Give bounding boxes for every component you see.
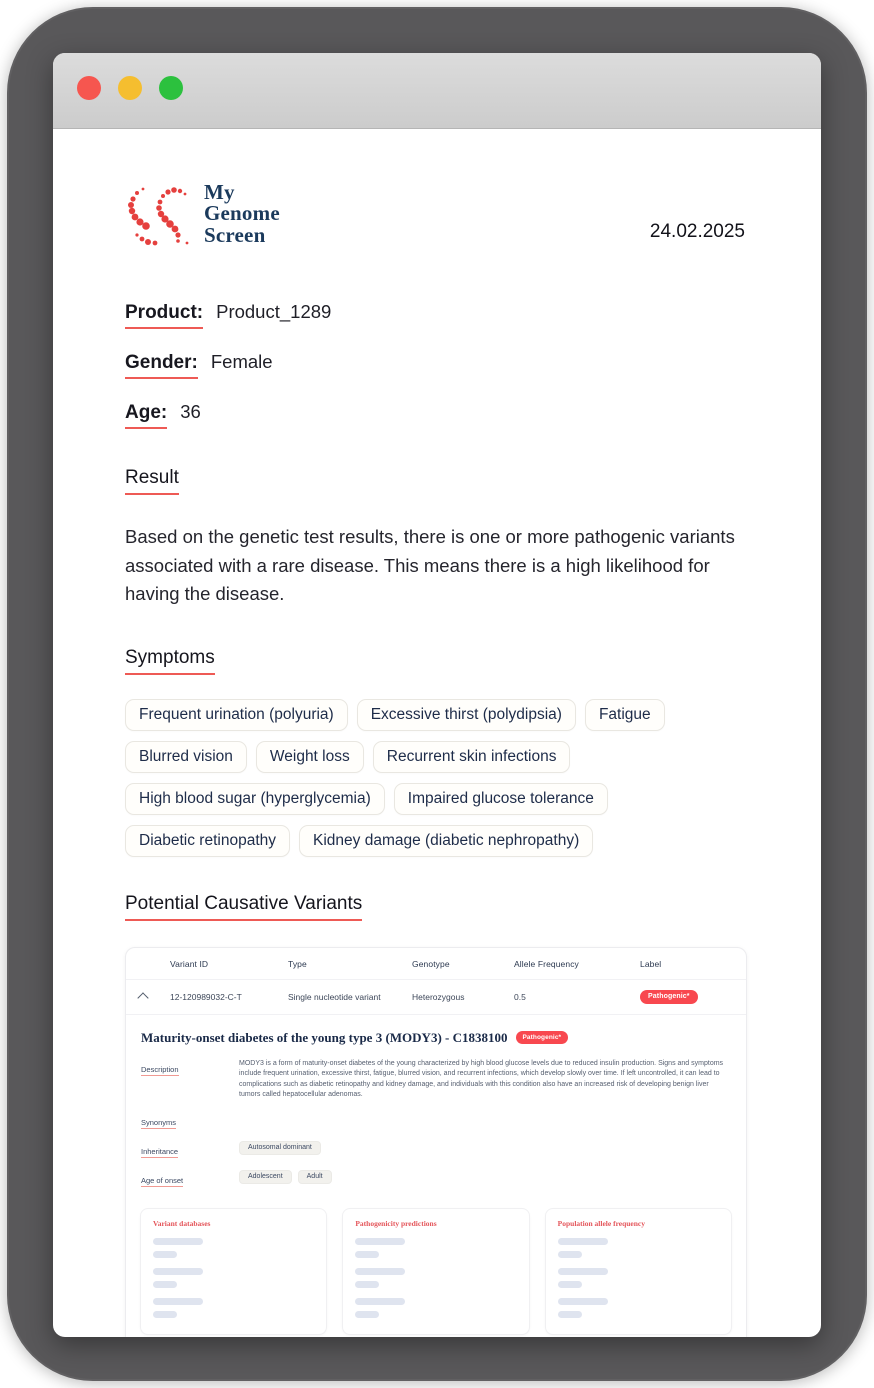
minimize-button[interactable] [118,76,142,100]
variants-table-header [126,948,746,980]
result-section-heading: Result [125,467,745,495]
symptom-chip: Blurred vision [125,741,247,773]
traffic-lights [77,76,183,100]
skeleton-placeholder [153,1238,314,1318]
skeleton-placeholder [558,1238,719,1318]
symptom-chip: Frequent urination (polyuria) [125,699,348,731]
disease-title: Maturity-onset diabetes of the young type 3 (MODY3) - C1838100 [141,1029,508,1045]
inheritance-chip: Autosomal dominant [239,1141,321,1155]
age-of-onset-chip: Adult [298,1170,332,1184]
symptom-chip: Impaired glucose tolerance [394,783,608,815]
age-of-onset-label: Age of onset [141,1175,184,1185]
collapse-row-chevron-icon[interactable] [137,992,148,1003]
symptom-chip-list [125,699,747,857]
dna-dots-logo-icon [125,179,195,249]
cell-genotype: Heterozygous [412,991,465,1002]
skeleton-placeholder [355,1238,516,1318]
product-value: Product_1289 [216,301,332,322]
gender-label: Gender: [125,352,198,379]
device-frame [7,7,867,1381]
col-label: Label [640,958,662,969]
close-button[interactable] [77,76,101,100]
result-text: Based on the genetic test results, there is one or more pathogenic variants associated with a rare disease. This means there is a high likelihood for having the disease. [125,526,735,604]
variant-databases-card [140,1208,327,1335]
description-text: MODY3 is a form of maturity-onset diabetes of the young characterized by high blood glucose levels due to reduced insulin production. Signs and symptoms include frequent urination, excessive thirst, fatigue, blurred vision, and recurrent infections, which develop slowly over time. If left uncontrolled, it can lead to complications such as diabetic retinopathy and kidney damage, and individuals with this condition also have an increased risk of developing benign liver tumors called hepatocellular adenomas. [239,1059,724,1098]
population-allele-frequency-card [545,1208,732,1335]
brand-name: My Genome Screen [204,179,280,247]
inheritance-label: Inheritance [141,1146,179,1156]
card-title: Population allele frequency [557,1218,646,1228]
window-titlebar [53,53,821,129]
variant-detail-panel [126,1015,746,1188]
meta-row-age [125,401,745,429]
pathogenic-badge: Pathogenic* [640,990,698,1004]
col-genotype: Genotype [412,958,450,969]
synonyms-label: Synonyms [141,1117,177,1127]
symptom-chip: Diabetic retinopathy [125,825,290,857]
cell-allele-frequency: 0.5 [514,991,526,1002]
variants-table-card [125,947,747,1338]
symptom-chip: Kidney damage (diabetic nephropathy) [299,825,593,857]
detail-row-synonyms [141,1112,731,1130]
symptom-chip: Recurrent skin infections [373,741,571,773]
card-title: Pathogenicity predictions [355,1218,437,1228]
symptom-chip: High blood sugar (hyperglycemia) [125,783,385,815]
age-of-onset-chip: Adolescent [239,1170,292,1184]
detail-row-age-of-onset [141,1170,731,1188]
meta-row-product [125,301,745,329]
col-variant-id: Variant ID [170,958,209,969]
age-label: Age: [125,402,167,429]
detail-row-inheritance [141,1141,731,1159]
symptom-chip: Excessive thirst (polydipsia) [357,699,576,731]
cell-type: Single nucleotide variant [288,991,381,1002]
age-value: 36 [180,401,201,422]
cell-variant-id: 12-120989032-C-T [170,991,242,1002]
gender-value: Female [210,351,273,372]
app-window [53,53,821,1337]
col-allele-frequency: Allele Frequency [514,958,579,969]
zoom-button[interactable] [159,76,183,100]
card-title: Variant databases [153,1218,211,1228]
pathogenicity-predictions-card [342,1208,529,1335]
symptom-chip: Weight loss [256,741,364,773]
description-label: Description [141,1064,179,1074]
report-date: 24.02.2025 [649,221,745,242]
variant-table-row[interactable] [126,980,746,1015]
symptom-chip: Fatigue [585,699,665,731]
variants-section-heading: Potential Causative Variants [125,893,745,921]
col-type: Type [288,958,307,969]
report-header [125,179,745,249]
brand-logo [125,179,280,249]
report-page [53,129,821,1337]
meta-row-gender [125,351,745,379]
detail-row-description [141,1059,731,1101]
product-label: Product: [125,302,203,329]
pathogenic-badge: Pathogenic* [516,1031,569,1044]
symptoms-section-heading: Symptoms [125,647,745,675]
patient-meta [125,301,745,429]
evidence-cards [140,1208,732,1335]
